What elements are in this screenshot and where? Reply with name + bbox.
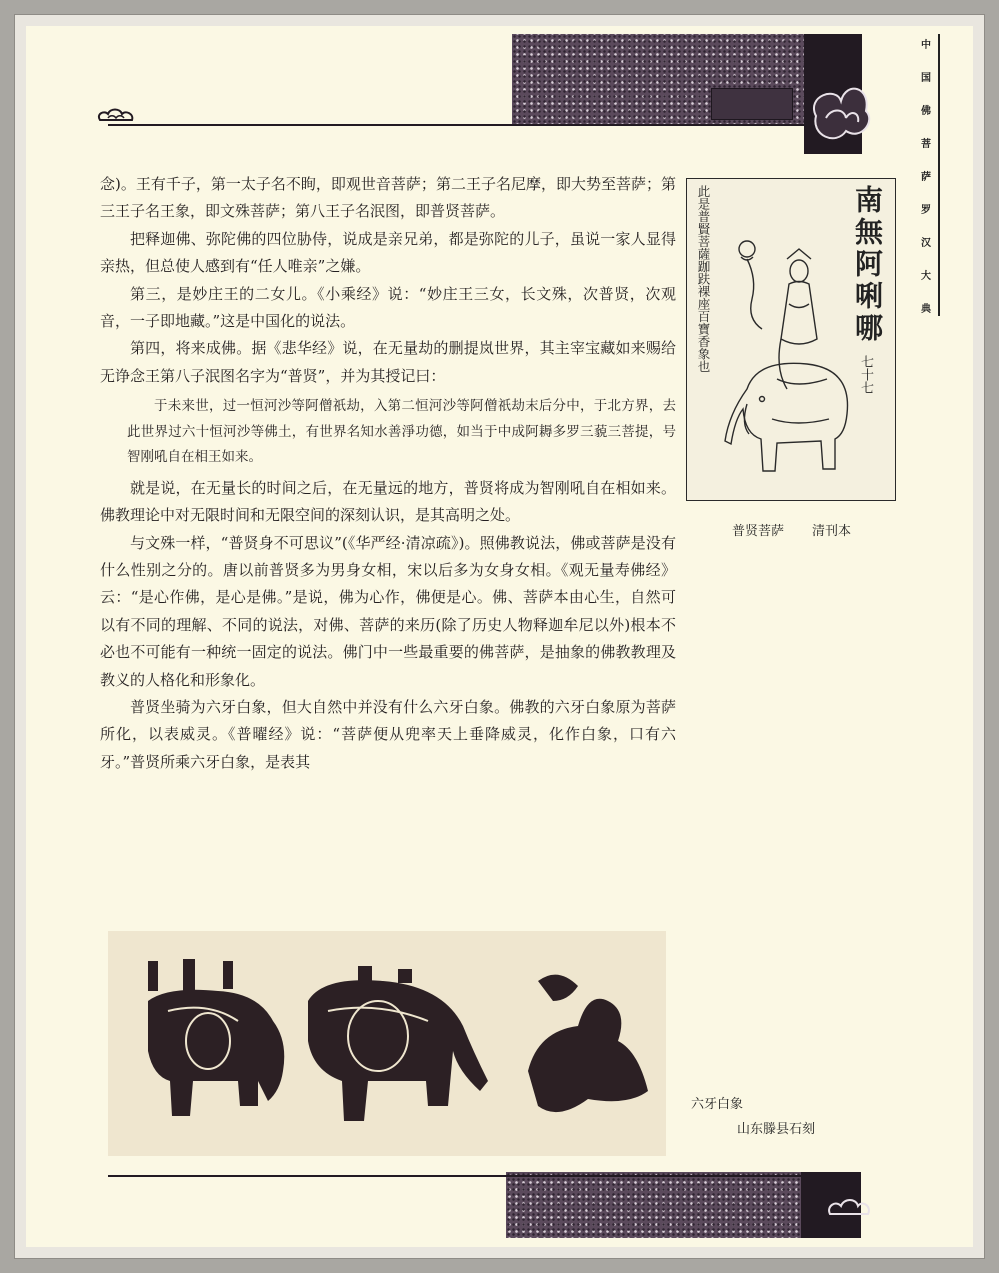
book-title-char: 罗 xyxy=(921,205,931,216)
cloud-ornament-icon xyxy=(96,106,136,126)
paragraph: 就是说，在无量长的时间之后，在无量远的地方，普贤将成为智刚吼自在相如来。佛教理论中对无限时间和无限空间的深刻认识，是其高明之处。 xyxy=(100,478,676,525)
woodcut-number: 七十七 xyxy=(858,355,873,394)
stone-relief-image xyxy=(108,931,666,1156)
woodcut-title: 南無阿唎哪 xyxy=(851,185,884,345)
book-title-char: 大 xyxy=(921,271,931,282)
relief-caption: 六牙白象 xyxy=(691,1097,744,1112)
woodcut-caption xyxy=(732,520,851,539)
book-title-char: 萨 xyxy=(921,172,931,183)
woodcut-inscription: 此是普賢菩薩跏趺裸座百寶香象也 xyxy=(696,185,711,373)
body-text xyxy=(100,171,676,776)
header-rule xyxy=(108,124,808,126)
paragraph: 念)。王有千子，第一太子名不眴，即观世音菩萨；第二王子名尼摩，即大势至菩萨；第三王子名王象，即文殊菩萨；第八王子名泯图，即普贤菩萨。 xyxy=(100,175,676,221)
woodcut-caption-title: 普贤菩萨 xyxy=(732,524,785,539)
paragraph: 普贤坐骑为六牙白象，但大自然中并没有什么六牙白象。佛教的六牙白象原为菩萨所化，以表威灵。《普曜经》说：“菩萨便从兜率天上垂降威灵，化作白象，口有六牙。”普贤所乘六牙白象，是表其 xyxy=(100,698,676,771)
footer-cloud-ornament-icon xyxy=(826,1196,872,1222)
scripture-quote: 于未来世，过一恒河沙等阿僧祇劫，入第二恒河沙等阿僧祇劫末后分中，于北方界，去此世界过六十恒河沙等佛土，有世界名知水善淨功德，如当于中成阿耨多罗三藐三菩提，号智刚吼自在相王如来。 xyxy=(127,398,676,466)
footer-rule xyxy=(108,1175,828,1177)
header-plaque xyxy=(711,88,793,120)
book-title-char: 佛 xyxy=(921,106,931,117)
paragraph: 把释迦佛、弥陀佛的四位胁侍，说成是亲兄弟，都是弥陀的儿子，虽说一家人显得亲热，但总使人感到有“任人唯亲”之嫌。 xyxy=(100,229,676,276)
woodcut-illustration xyxy=(686,178,896,501)
book-title-char: 典 xyxy=(921,304,931,315)
paragraph: 与文殊一样，“普贤身不可思议”(《华严经·清凉疏》)。照佛教说法，佛或菩萨是没有什么性别之分的。唐以前普贤多为男身女相，宋以后多为女身女相。《观无量寿佛经》云：“是心作佛，是心是佛。”是说，佛为心作，佛便是心。佛、菩萨本由心生，自然可以有不同的理解、不同的说法，对佛、菩萨的来历(除了历史人物释迦牟尼以外)根本不必也不可能有一种统一固定的说法。佛门中一些最重要的佛菩萨，是抽象的佛教教理及教义的人格化和形象化。 xyxy=(100,533,676,689)
footer-band xyxy=(506,1172,801,1238)
book-title-char: 汉 xyxy=(921,238,931,249)
paragraph: 第三，是妙庄王的二女儿。《小乘经》说：“妙庄王三女，长文殊，次普贤，次观音，一子即地藏。”这是中国化的说法。 xyxy=(100,284,676,331)
book-title-char: 国 xyxy=(921,73,931,84)
book-title-vertical xyxy=(914,34,940,316)
book-page xyxy=(26,26,973,1247)
header-cloud-ornament-icon xyxy=(806,56,876,156)
paragraph: 第四，将来成佛。据《悲华经》说，在无量劫的删提岚世界，其主宰宝藏如来赐给无诤念王第八子泯图名字为“普贤”，并为其授记曰： xyxy=(100,339,676,385)
book-title-char: 菩 xyxy=(921,139,931,150)
six-tusked-elephants-relief-icon xyxy=(108,931,666,1156)
book-title-char: 中 xyxy=(921,40,931,51)
woodcut-caption-source: 清刊本 xyxy=(812,524,852,539)
relief-source: 山东滕县石刻 xyxy=(737,1122,816,1137)
samantabhadra-on-elephant-icon xyxy=(717,229,857,489)
